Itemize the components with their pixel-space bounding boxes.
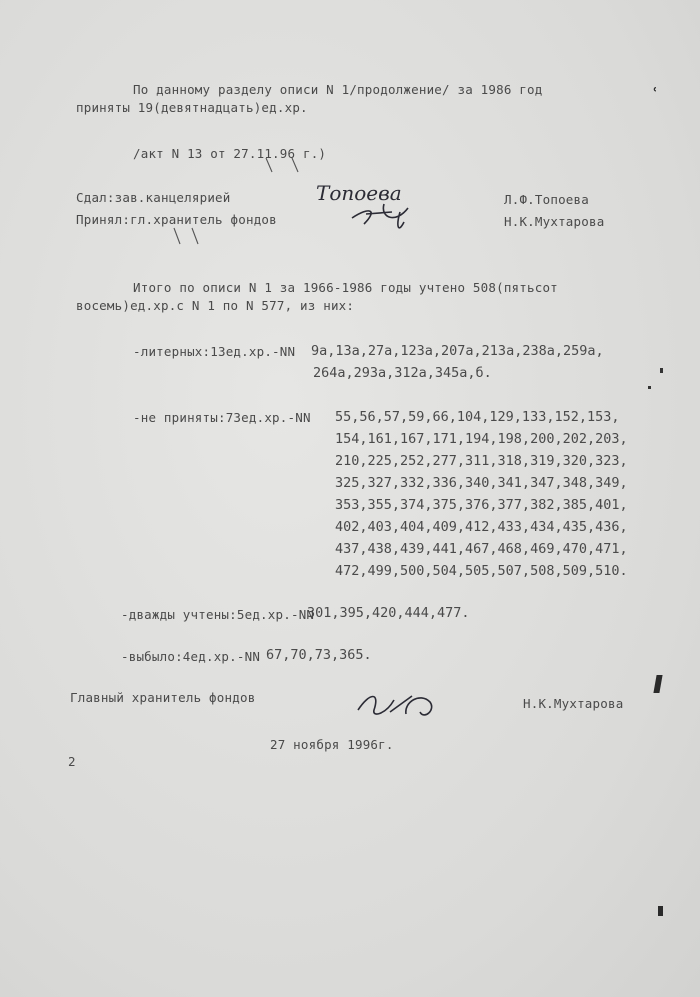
summary-line-1: Итого по описи N 1 за 1966-1986 годы учтено 508(пятьсот [133,280,558,295]
gave-name: Л.Ф.Топоева [504,192,589,207]
gave-role: Сдал:зав.канцелярией [76,190,231,205]
not-accepted-line: 210,225,252,277,311,318,319,320,323, [335,453,628,469]
literal-numbers-1: 9а,13а,27а,123а,207а,213а,238а,259а, [311,343,604,359]
header-line-1: По данному разделу описи N 1/продолжение/ за 1986 год [133,82,543,97]
pen-mark [262,156,322,176]
twice-label: -дважды учтены:5ед.хр.-NN [121,607,315,622]
retired-label: -выбыло:4ед.хр.-NN [121,649,261,664]
retired-numbers: 67,70,73,365. [266,647,372,663]
footer-date: 27 ноября 1996г. [270,737,394,752]
not-accepted-line: 325,327,332,336,340,341,347,348,349, [335,475,628,491]
not-accepted-line: 154,161,167,171,194,198,200,202,203, [335,431,628,447]
footer-name: Н.К.Мухтарова [523,696,624,711]
footer-role: Главный хранитель фондов [70,690,256,705]
scan-speck [648,386,651,389]
not-accepted-label: -не приняты:73ед.хр.-NN [133,410,311,425]
signature-topoeva [300,178,440,242]
not-accepted-line: 55,56,57,59,66,104,129,133,152,153, [335,409,620,425]
scan-speck [658,906,663,916]
header-line-2: приняты 19(девятнадцать)ед.хр. [76,100,308,115]
pen-mark [170,226,230,248]
literal-numbers-2: 264а,293а,312а,345а,б. [313,365,492,381]
not-accepted-line: 353,355,374,375,376,377,382,385,401, [335,497,628,513]
not-accepted-line: 402,403,404,409,412,433,434,435,436, [335,519,628,535]
summary-line-2: восемь)ед.хр.с N 1 по N 577, из них: [76,298,355,313]
received-role: Принял:гл.хранитель фондов [76,212,277,227]
signature-mukhtarova [350,682,450,726]
scan-speck: ʿ [650,84,660,103]
received-name: Н.К.Мухтарова [504,214,605,229]
act-reference: /акт N 13 от 27.11.96 г.) [133,146,327,161]
scan-speck [653,675,662,693]
twice-numbers: 301,395,420,444,477. [307,605,470,621]
svg-text:Топоева: Топоева [316,181,402,205]
page-number: 2 [68,754,76,769]
scan-speck [660,368,663,373]
not-accepted-line: 437,438,439,441,467,468,469,470,471, [335,541,628,557]
literal-label: -литерных:13ед.хр.-NN [133,344,296,359]
not-accepted-line: 472,499,500,504,505,507,508,509,510. [335,563,628,579]
